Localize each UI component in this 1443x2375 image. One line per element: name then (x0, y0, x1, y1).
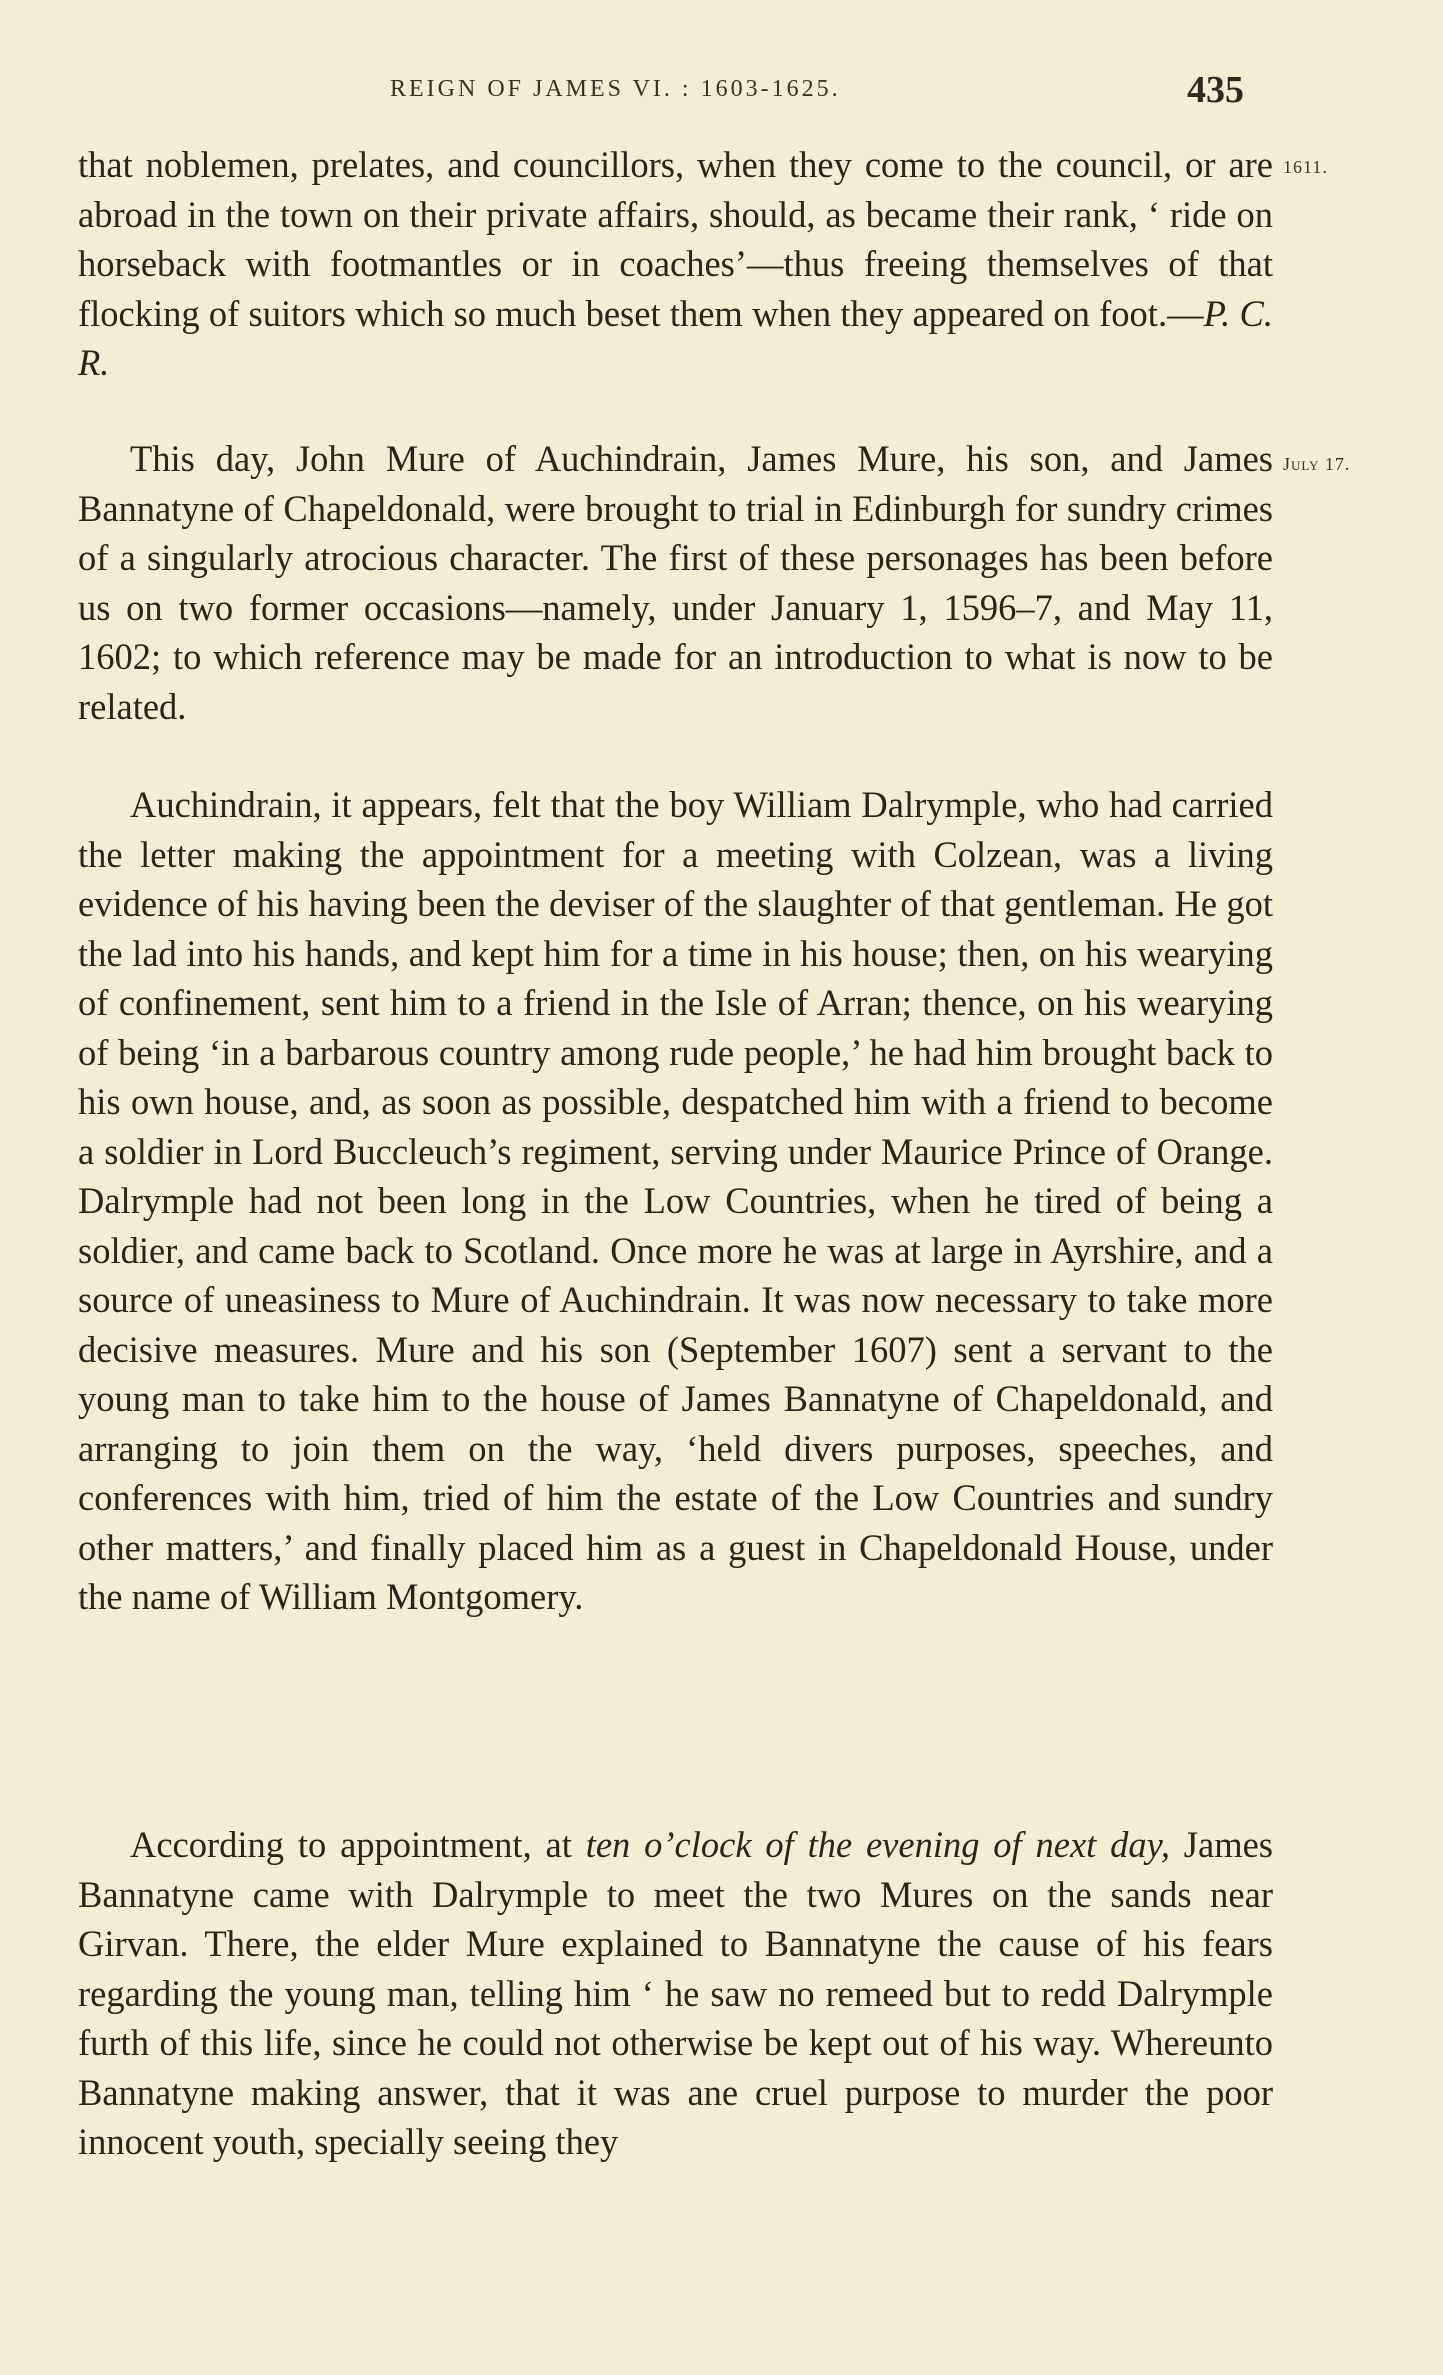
paragraph-4-rest: James Bannatyne came with Dalrymple to meet the two Mures on the sands near Girvan. There, the elder Mure explained to Bannatyne the cause of his fears regarding the young man, telling him ‘ he saw no remeed but to redd Dalrymple furth of this life, since he could not otherwise be kept out of his way. Whereunto Bannatyne making answer, that it was ane cruel purpose to murder the poor innocent youth, specially seeing they (78, 1824, 1273, 2162)
paragraph-1-citation: P. C. R. (78, 292, 1274, 383)
paragraph-1-body: that noblemen, prelates, and councillors, when they come to the council, or are abroad in the town on their private affairs, should, as became their rank, ‘ ride on horseback with footmantles or in coaches’—thus freeing themselves of that flocking of suitors which so much beset them when they appeared on foot.— (78, 144, 1273, 334)
paragraph-3 (78, 780, 1273, 1622)
paragraph-2 (78, 434, 1273, 731)
paragraph-1-text (78, 140, 1273, 388)
running-head: REIGN OF JAMES VI. : 1603-1625. (390, 76, 841, 102)
paragraph-2-text: This day, John Mure of Auchindrain, James Mure, his son, and James Bannatyne of Chapeldonald, were brought to trial in Edinburgh for sundry crimes of a singularly atrocious character. The first of these personages has been before us on two former occasions—namely, under January 1, 1596–7, and May 11, 1602; to which reference may be made for an introduction to what is now to be related. (78, 438, 1273, 727)
paragraph-4-italic: ten o’clock of the evening of next day, (585, 1824, 1170, 1865)
page-number: 435 (1187, 69, 1244, 111)
paragraph-4-start: According to appointment, at (130, 1824, 586, 1865)
paragraph-1 (78, 140, 1273, 388)
paragraph-3-text: Auchindrain, it appears, felt that the boy William Dalrymple, who had carried the letter making the appointment for a meeting with Colzean, was a living evidence of his having been the deviser of the slaughter of that gentleman. He got the lad into his hands, and kept him for a time in his house; then, on his wearying of confinement, sent him to a friend in the Isle of Arran; thence, on his wearying of being ‘in a barbarous country among rude people,’ he had him brought back to his own house, and, as soon as possible, despatched him with a friend to become a soldier in Lord Buccleuch’s regiment, serving under Maurice Prince of Orange. Dalrymple had not been long in the Low Countries, when he tired of being a soldier, and came back to Scotland. Once more he was at large in Ayrshire, and a source of uneasiness to Mure of Auchindrain. It was now necessary to take more decisive measures. Mure and his son (September 1607) sent a servant to the young man to take him to the house of James Bannatyne of Chapeldonald, and arranging to join them on the way, ‘held divers purposes, speeches, and conferences with him, tried of him the estate of the Low Countries and sundry other matters,’ and finally placed him as a guest in Chapeldonald House, under the name of William Montgomery. (78, 784, 1273, 1617)
paragraph-4 (78, 1820, 1273, 2167)
margin-note-date: July 17. (1283, 454, 1351, 474)
paragraph-4-text (78, 1820, 1273, 2167)
margin-note-year: 1611. (1283, 157, 1328, 177)
